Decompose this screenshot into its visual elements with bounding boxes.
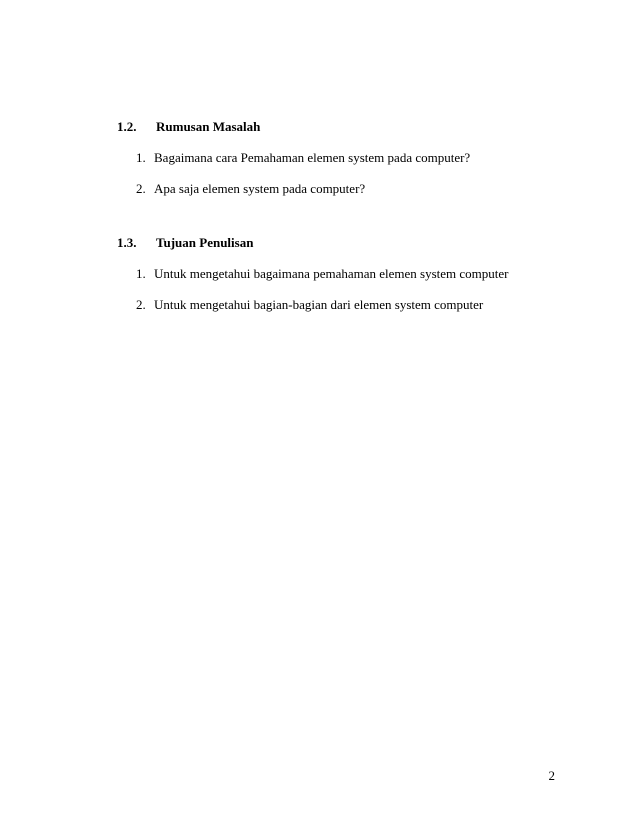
list-item-number: 2. (136, 297, 146, 312)
section-title: Tujuan Penulisan (156, 235, 254, 250)
list-item-number: 2. (136, 181, 146, 196)
numbered-list (117, 150, 557, 197)
list-item (117, 181, 557, 197)
list-item-number: 1. (136, 150, 146, 165)
list-item-text: Apa saja elemen system pada computer? (154, 181, 366, 196)
numbered-list (117, 266, 557, 313)
section-title: Rumusan Masalah (156, 119, 261, 134)
list-item (117, 150, 557, 166)
list-item-text: Bagaimana cara Pemahaman elemen system pada computer? (154, 150, 471, 165)
page-number: 2 (548, 768, 555, 783)
list-item-number: 1. (136, 266, 146, 281)
section-tujuan-penulisan (117, 235, 557, 313)
section-number: 1.2. (117, 119, 137, 134)
list-item (117, 266, 557, 282)
section-heading (117, 235, 557, 251)
list-item-text: Untuk mengetahui bagaimana pemahaman elemen system computer (154, 266, 509, 281)
section-heading (117, 119, 557, 135)
list-item (117, 297, 557, 313)
section-rumusan-masalah (117, 119, 557, 197)
section-number: 1.3. (117, 235, 137, 250)
list-item-text: Untuk mengetahui bagian-bagian dari elemen system computer (154, 297, 484, 312)
